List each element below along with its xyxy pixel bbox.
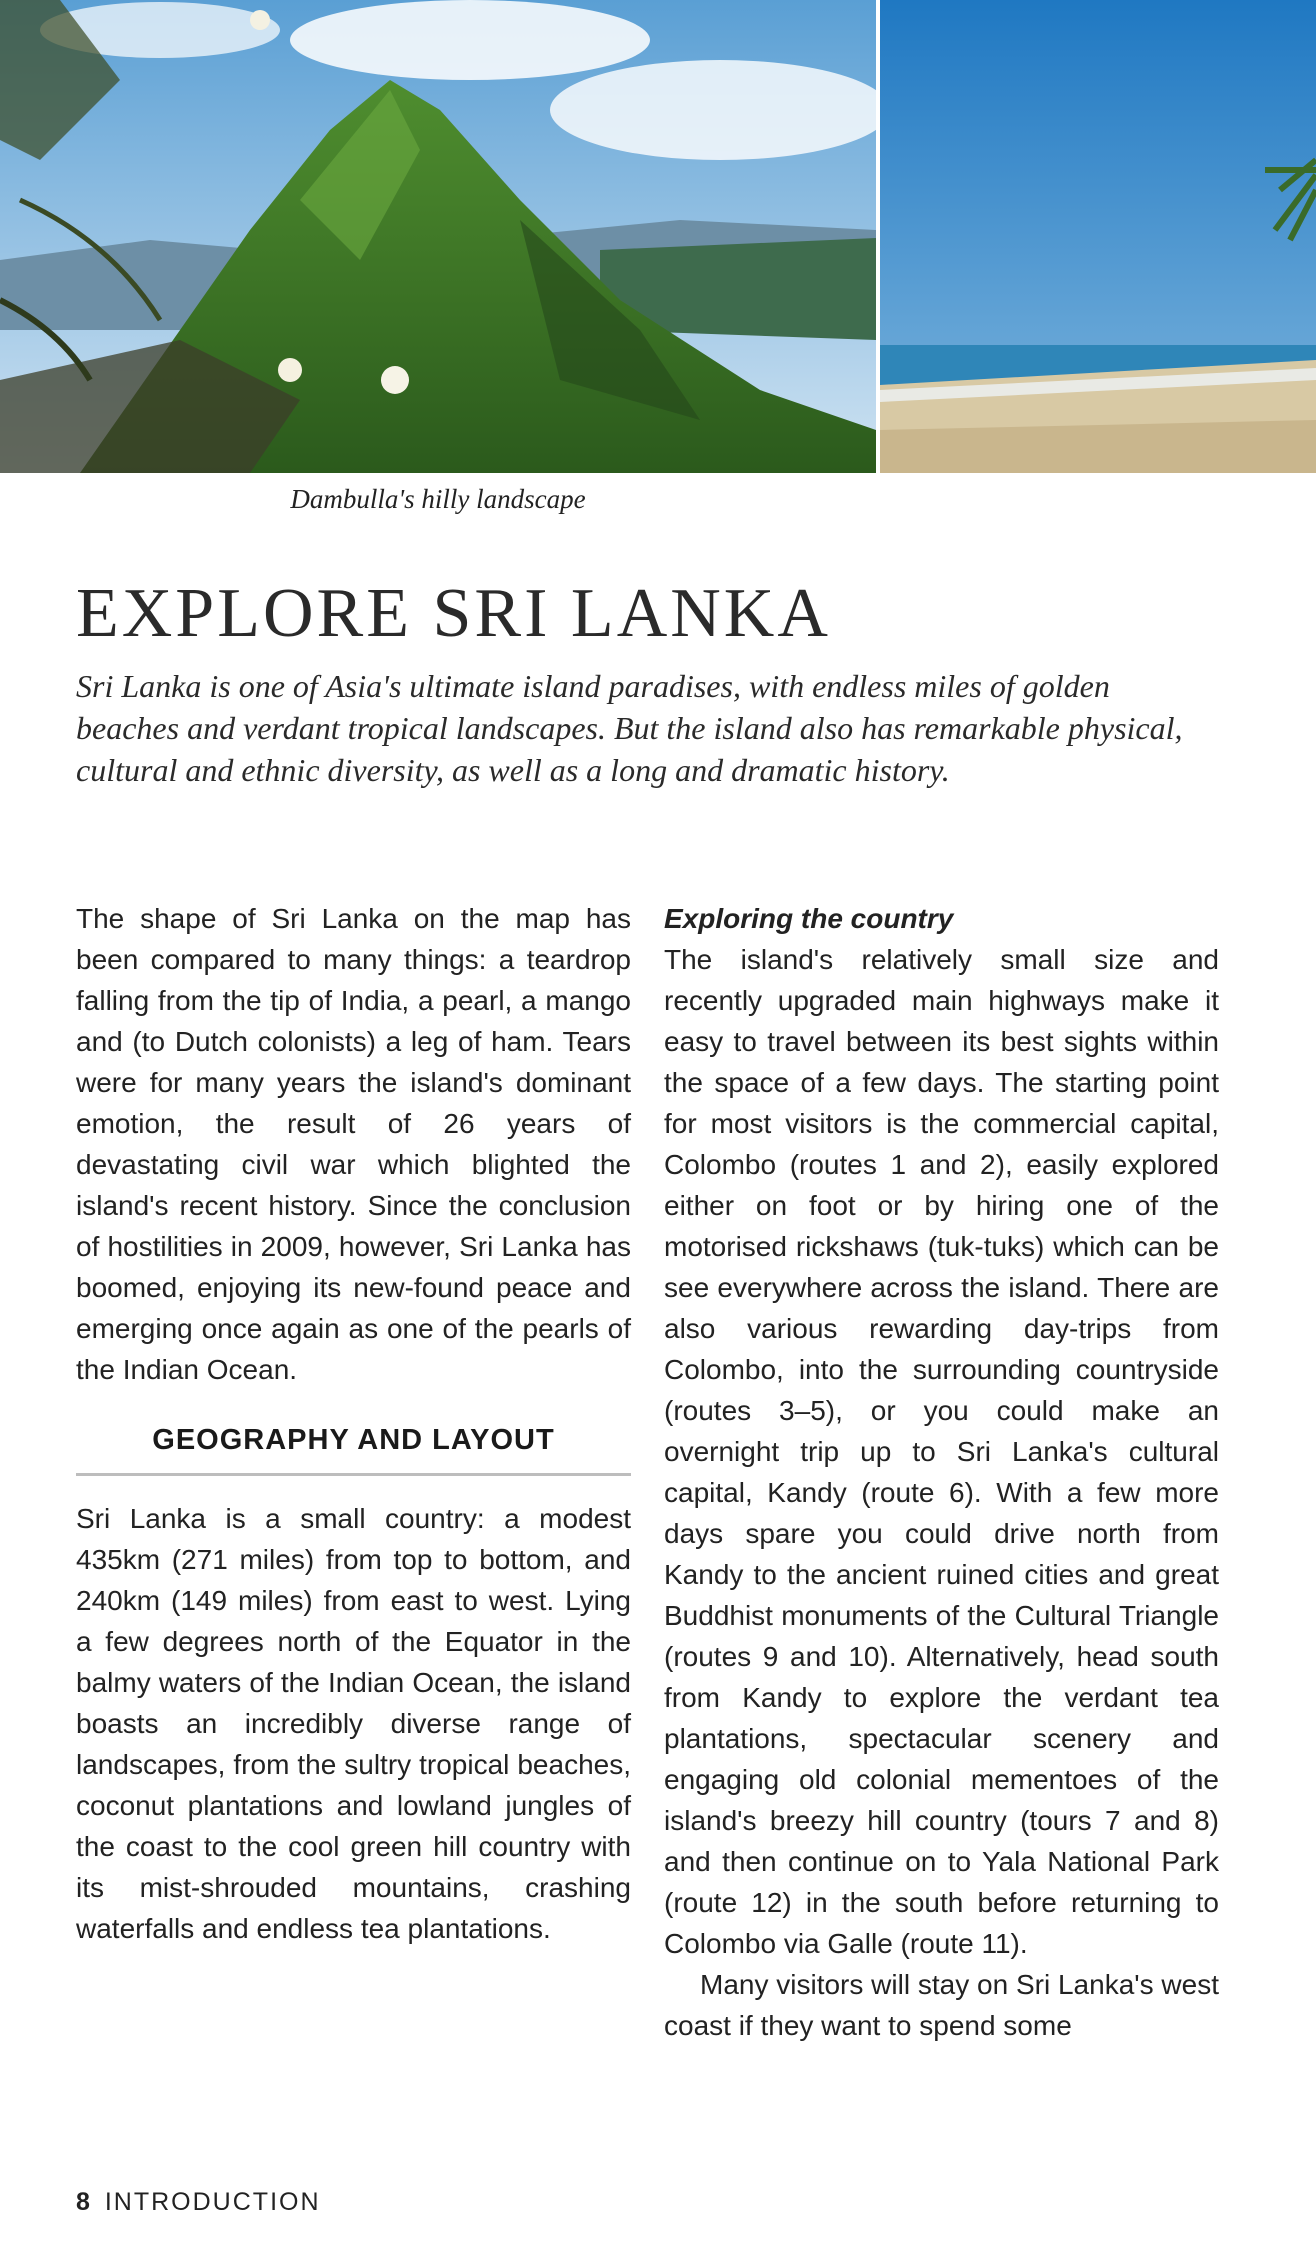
left-column: [76, 898, 631, 1949]
beach-photo: [880, 0, 1316, 473]
right-column: [664, 898, 1219, 2046]
body-paragraph: Many visitors will stay on Sri Lanka's west coast if they want to spend some: [664, 1969, 1219, 2041]
intro-paragraph: Sri Lanka is one of Asia's ultimate island paradises, with endless miles of golden beaches and verdant tropical landscapes. But the island also has remarkable physical, cultural and ethnic diversity, as well as a long and dramatic history.: [76, 668, 1183, 788]
section-heading: GEOGRAPHY AND LAYOUT: [76, 1420, 631, 1476]
page-title: EXPLORE SRI LANKA: [76, 575, 831, 652]
landscape-photo: [0, 0, 876, 473]
body-paragraph: The shape of Sri Lanka on the map has been compared to many things: a teardrop falling from the tip of India, a pearl, a mango and (to Dutch colonists) a leg of ham. Tears were for many years the island's dominant emotion, the result of 26 years of devastating civil war which blighted the island's recent history. Since the conclusion of hostilities in 2009, however, Sri Lanka has boomed, enjoying its new-found peace and emerging once again as one of the pearls of the Indian Ocean.: [76, 903, 631, 1385]
photo-caption: Dambulla's hilly landscape: [290, 484, 586, 514]
body-paragraph: Sri Lanka is a small country: a modest 435km (271 miles) from top to bottom, and 240km (149 miles) from east to west. Lying a few degrees north of the Equator in the balmy waters of the Indian Ocean, the island boasts an incredibly diverse range of landscapes, from the sultry tropical beaches, coconut plantations and lowland jungles of the coast to the cool green hill country with its mist-shrouded mountains, crashing waterfalls and endless tea plantations.: [76, 1503, 631, 1944]
subheading: Exploring the country: [664, 903, 954, 934]
page-footer: [76, 2188, 321, 2217]
page-number: 8: [76, 2188, 92, 2216]
body-paragraph: The island's relatively small size and recently upgraded main highways make it easy to travel between its best sights within the space of a few days. The starting point for most visitors is the commercial capital, Colombo (routes 1 and 2), easily explored either on foot or by hiring one of the motorised rickshaws (tuk-tuks) which can be see everywhere across the island. There are also various rewarding day-trips from Colombo, into the surrounding countryside (routes 3–5), or you could make an overnight trip up to Sri Lanka's cultural capital, Kandy (route 6). With a few more days spare you could drive north from Kandy to the ancient ruined cities and great Buddhist monuments of the Cultural Triangle (routes 9 and 10). Alternatively, head south from Kandy to explore the verdant tea plantations, spectacular scenery and engaging old colonial mementoes of the island's breezy hill country (tours 7 and 8) and then continue on to Yala National Park (route 12) in the south before returning to Colombo via Galle (route 11).: [664, 944, 1219, 1959]
footer-section: INTRODUCTION: [104, 2188, 321, 2216]
